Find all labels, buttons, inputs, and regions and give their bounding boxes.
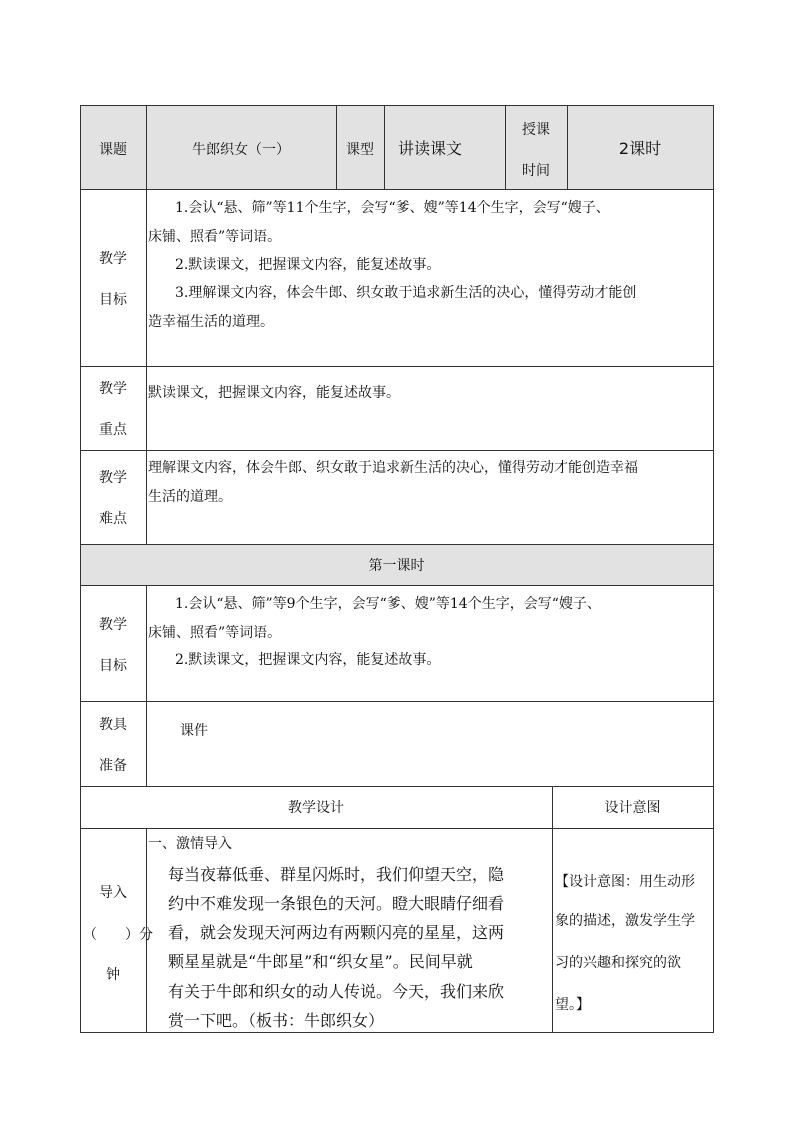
- goals-line: 3.理解课文内容，体会牛郎、织女敢于追求新生活的决心，懂得劳动才能创: [175, 285, 637, 301]
- first-goals-line: 1.会认“悬、筛”等9个生字，会写“爹、嫂”等14个生字，会写“嫂子、: [175, 596, 601, 612]
- first-goals-label-line1: 教学: [99, 617, 127, 633]
- table-rule: [80, 828, 714, 829]
- intro-line: 颗星星就是“牛郎星”和“织女星”。民间早就: [168, 952, 473, 971]
- table-rule: [80, 189, 714, 190]
- goals-label-line1: 教学: [99, 251, 127, 267]
- table-rule: [80, 366, 714, 367]
- goals-line: 2.默读课文，把握课文内容，能复述故事。: [175, 257, 441, 273]
- difficulties-label-line1: 教学: [99, 470, 127, 486]
- intro-line: 每当夜幕低垂、群星闪烁时，我们仰望天空，隐: [168, 865, 505, 884]
- key-points-label-line1: 教学: [99, 381, 127, 397]
- intro-label-line3: 钟: [106, 967, 120, 983]
- topic-value: 牛郎织女（一）: [192, 142, 290, 158]
- goals-label-line2: 目标: [99, 292, 127, 308]
- first-goals-line: 床铺、照看”等词语。: [148, 625, 282, 641]
- goals-line: 床铺、照看”等词语。: [148, 229, 282, 245]
- table-rule: [384, 105, 385, 189]
- intent-line: 习的兴趣和探究的欲: [555, 955, 681, 971]
- key-points-label-line2: 重点: [99, 422, 127, 438]
- time-label-line1: 授课: [522, 122, 550, 138]
- table-rule: [80, 544, 714, 545]
- type-value: 讲读课文: [398, 139, 463, 158]
- table-rule: [146, 585, 147, 786]
- design-column-header: 教学设计: [288, 800, 344, 816]
- intent-line: 【设计意图：用生动形: [555, 874, 695, 890]
- key-points-text: 默读课文，把握课文内容，能复述故事。: [148, 385, 400, 401]
- intro-line: 看，就会发现天河两边有两颗闪亮的星星，这两: [168, 923, 505, 942]
- first-goals-label-line2: 目标: [99, 658, 127, 674]
- intent-line: 象的描述，激发学生学: [555, 913, 695, 929]
- intent-line: 望。】: [555, 997, 590, 1013]
- difficulties-line: 理解课文内容，体会牛郎、织女敢于追求新生活的决心，懂得劳动才能创造幸福: [148, 460, 638, 476]
- table-rule: [80, 450, 714, 451]
- difficulties-line: 生活的道理。: [148, 489, 232, 505]
- time-value: 2课时: [618, 139, 662, 158]
- tools-label-line2: 准备: [99, 758, 127, 774]
- table-rule: [80, 786, 714, 787]
- topic-label: 课题: [99, 142, 127, 158]
- table-rule: [80, 105, 714, 106]
- first-goals-line: 2.默读课文，把握课文内容，能复述故事。: [175, 652, 441, 668]
- table-rule: [80, 585, 714, 586]
- table-rule: [552, 786, 553, 1032]
- table-rule: [146, 189, 147, 545]
- time-label-line2: 时间: [522, 163, 550, 179]
- intro-line: 约中不难发现一条银色的天河。瞪大眼睛仔细看: [168, 894, 505, 913]
- goals-line: 1.会认“悬、筛”等11个生字，会写“爹、嫂”等14个生字，会写“嫂子、: [175, 200, 610, 216]
- intro-line: 有关于牛郎和织女的动人传说。今天，我们来欣: [168, 982, 505, 1001]
- intro-line: 赏一下吧。（板书：牛郎织女）: [168, 1011, 385, 1030]
- goals-line: 造幸福生活的道理。: [148, 314, 274, 330]
- type-label: 课型: [346, 142, 374, 158]
- intro-label-line2: （ ）分: [83, 927, 153, 943]
- intro-label-line1: 导入: [99, 885, 127, 901]
- table-border-right: [713, 105, 714, 1033]
- tools-text: 课件: [180, 723, 208, 739]
- intro-heading: 一、激情导入: [148, 836, 232, 852]
- difficulties-label-line2: 难点: [99, 511, 127, 527]
- intent-column-header: 设计意图: [604, 800, 661, 816]
- table-rule: [80, 701, 714, 702]
- tools-label-line1: 教具: [99, 717, 127, 733]
- section-title: 第一课时: [368, 558, 425, 574]
